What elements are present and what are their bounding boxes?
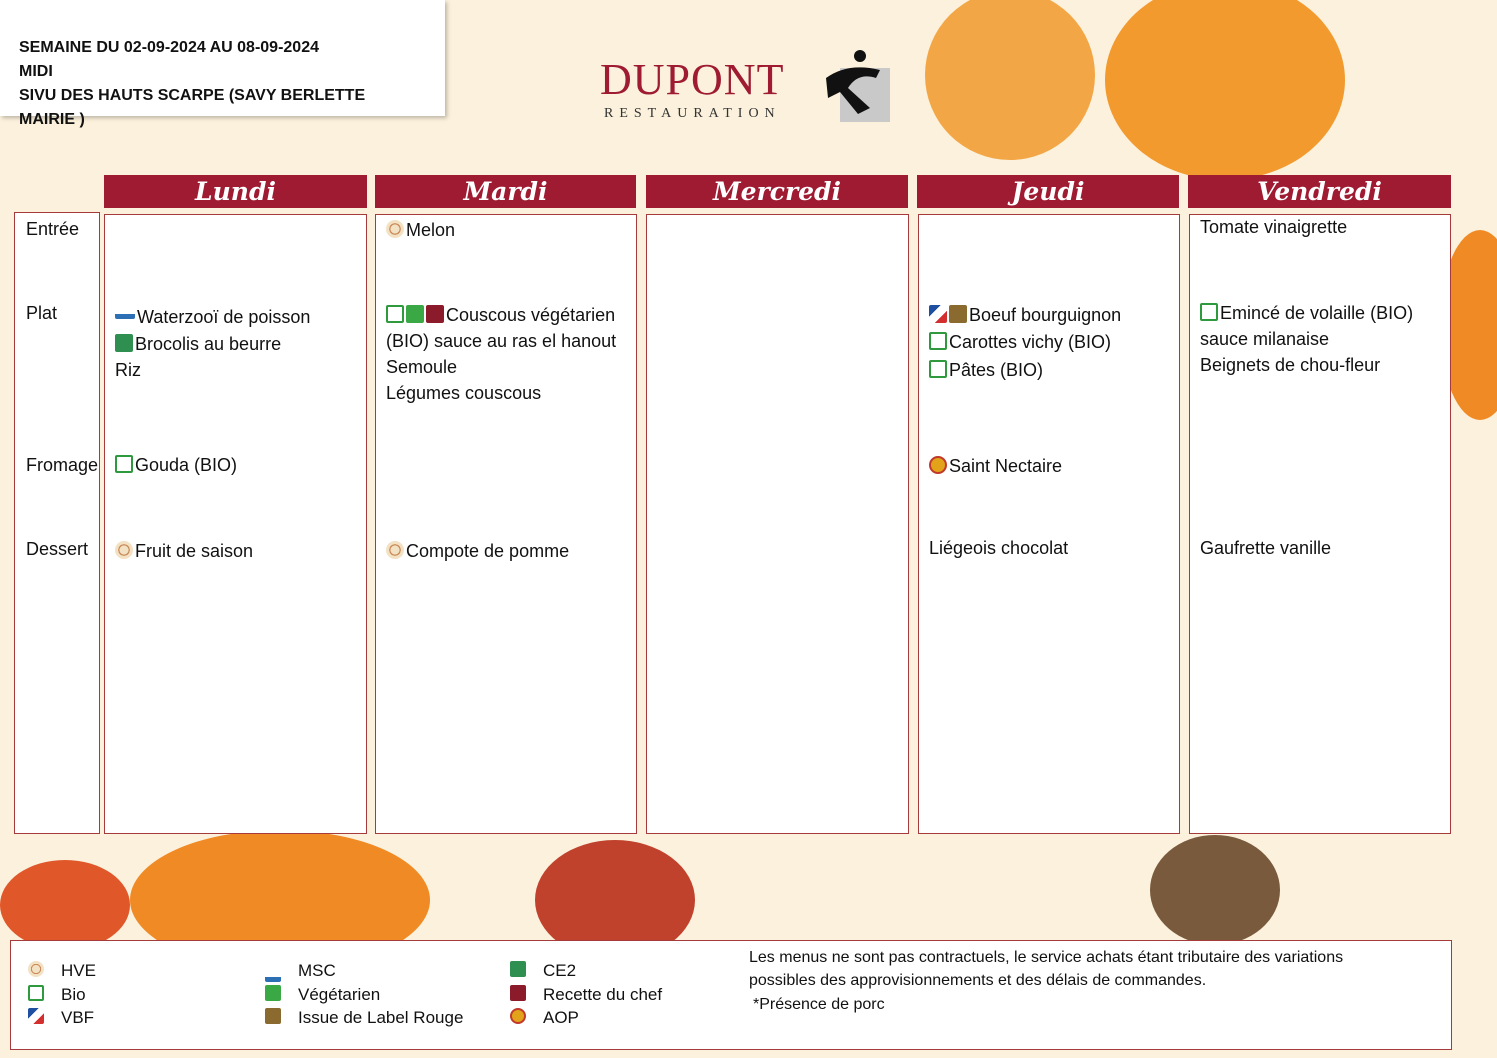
day-header-mardi: Mardi bbox=[375, 175, 636, 208]
logo-main-text: DUPONT bbox=[600, 55, 785, 104]
pork-note: *Présence de porc bbox=[753, 996, 885, 1013]
category-entree: Entrée bbox=[26, 219, 80, 239]
site-label-continued: MAIRIE ) bbox=[19, 111, 85, 128]
chef-recipe-icon bbox=[426, 305, 444, 323]
category-plat: Plat bbox=[26, 303, 58, 323]
day-header-lundi: Lundi bbox=[104, 175, 367, 208]
bio-icon bbox=[115, 455, 133, 473]
dupont-logo bbox=[600, 48, 900, 132]
legend-vbf bbox=[28, 1008, 46, 1028]
legend-vbf-label: VBF bbox=[61, 1008, 95, 1027]
legend-msc bbox=[265, 961, 283, 986]
legend-bio bbox=[28, 985, 46, 1005]
disclaimer-line: possibles des approvisionnements et des délais de commandes. bbox=[749, 972, 1207, 989]
chef-recipe-icon bbox=[510, 985, 526, 1001]
label-rouge-icon bbox=[265, 1008, 281, 1024]
menu-item: Liégeois chocolat bbox=[929, 538, 1069, 558]
logo-sub-text: RESTAURATION bbox=[604, 106, 781, 121]
pumpkin-slice-decoration bbox=[925, 0, 1095, 160]
menu-item: Fruit de saison bbox=[115, 540, 253, 562]
menu-item: Emincé de volaille (BIO) bbox=[1200, 302, 1413, 324]
legend-aop-label: AOP bbox=[543, 1008, 579, 1027]
day-header-jeudi: Jeudi bbox=[917, 175, 1179, 208]
menu-item: sauce milanaise bbox=[1200, 329, 1330, 349]
legend-chef bbox=[510, 985, 528, 1005]
legend-chef-label: Recette du chef bbox=[543, 985, 663, 1004]
menu-item: Couscous végétarien bbox=[386, 304, 615, 326]
pumpkin-decoration bbox=[1105, 0, 1345, 180]
site-label: SIVU DES HAUTS SCARPE (SAVY BERLETTE bbox=[19, 87, 366, 104]
menu-item: Beignets de chou-fleur bbox=[1200, 355, 1381, 375]
legend-box bbox=[10, 940, 1452, 1050]
menu-item: Semoule bbox=[386, 357, 458, 377]
hve-icon bbox=[115, 541, 133, 559]
bio-icon bbox=[1200, 303, 1218, 321]
vbf-icon bbox=[28, 1008, 44, 1024]
menu-item: Gaufrette vanille bbox=[1200, 538, 1332, 558]
label-rouge-icon bbox=[949, 305, 967, 323]
msc-icon bbox=[115, 304, 135, 319]
vbf-icon bbox=[929, 305, 947, 323]
legend-bio-label: Bio bbox=[61, 985, 86, 1004]
aop-icon bbox=[929, 456, 947, 474]
legend-msc-label: MSC bbox=[298, 961, 336, 980]
menu-item: Melon bbox=[386, 219, 455, 241]
acorn-decoration bbox=[1150, 835, 1280, 945]
menu-item: Pâtes (BIO) bbox=[929, 359, 1043, 381]
logo-figure-icon bbox=[818, 48, 890, 122]
category-column bbox=[14, 212, 100, 834]
header-box bbox=[0, 0, 445, 128]
msc-icon bbox=[265, 961, 281, 982]
category-fromage: Fromage bbox=[26, 455, 99, 475]
menu-item: Compote de pomme bbox=[386, 540, 569, 562]
disclaimer-line: Les menus ne sont pas contractuels, le service achats étant tributaire des variations bbox=[749, 949, 1344, 966]
menu-item: Riz bbox=[115, 360, 141, 380]
menu-item: Brocolis au beurre bbox=[115, 333, 281, 355]
menu-column-mercredi bbox=[646, 214, 909, 834]
menu-item: (BIO) sauce au ras el hanout bbox=[386, 331, 617, 351]
legend-ce2 bbox=[510, 961, 528, 981]
ce2-icon bbox=[510, 961, 526, 977]
hve-icon bbox=[386, 220, 404, 238]
menu-item: Gouda (BIO) bbox=[115, 454, 237, 476]
bio-icon bbox=[929, 332, 947, 350]
menu-item: Légumes couscous bbox=[386, 383, 542, 403]
menu-item: Saint Nectaire bbox=[929, 455, 1062, 477]
bio-icon bbox=[929, 360, 947, 378]
legend-ce2-label: CE2 bbox=[543, 961, 577, 980]
legend-lr-label: Issue de Label Rouge bbox=[298, 1008, 464, 1027]
legend-veg bbox=[265, 985, 283, 1005]
hve-icon bbox=[28, 961, 44, 977]
bio-icon bbox=[28, 985, 44, 1001]
ce2-icon bbox=[115, 334, 133, 352]
vegetarian-icon bbox=[406, 305, 424, 323]
meal-label: MIDI bbox=[19, 63, 53, 80]
vegetarian-icon bbox=[265, 985, 281, 1001]
leaf-decoration bbox=[0, 860, 130, 950]
bio-icon bbox=[386, 305, 404, 323]
legend-aop bbox=[510, 1008, 528, 1028]
hve-icon bbox=[386, 541, 404, 559]
week-label: SEMAINE DU 02-09-2024 AU 08-09-2024 bbox=[19, 39, 319, 56]
menu-item: Tomate vinaigrette bbox=[1200, 217, 1348, 237]
legend-lr bbox=[265, 1008, 283, 1028]
legend-hve-label: HVE bbox=[61, 961, 96, 980]
legend-hve bbox=[28, 961, 46, 981]
aop-icon bbox=[510, 1008, 526, 1024]
day-header-vendredi: Vendredi bbox=[1188, 175, 1451, 208]
day-header-mercredi: Mercredi bbox=[646, 175, 908, 208]
legend-veg-label: Végétarien bbox=[298, 985, 381, 1004]
menu-item: Boeuf bourguignon bbox=[929, 304, 1121, 326]
menu-item: Carottes vichy (BIO) bbox=[929, 331, 1111, 353]
menu-item: Waterzooï de poisson bbox=[115, 304, 310, 328]
category-dessert: Dessert bbox=[26, 539, 89, 559]
